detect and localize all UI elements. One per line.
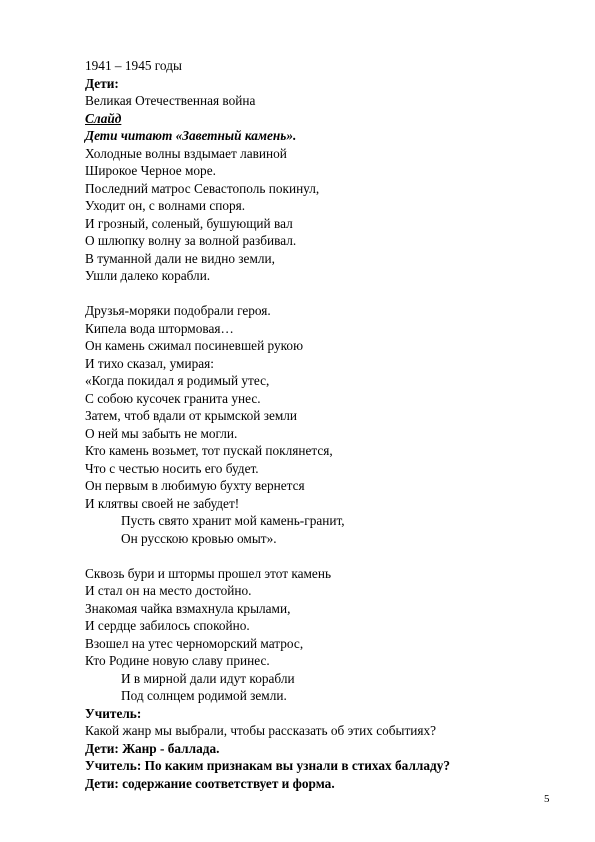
page-number: 5 [544, 793, 550, 805]
teacher-question: Учитель: По каким признакам вы узнали в стихах балладу? [85, 758, 451, 773]
poem-line-indented: Он русскою кровью омыт». [121, 530, 277, 546]
poem-line: Он камень сжимал посиневшей рукою [85, 338, 304, 353]
stanza-break [85, 547, 565, 565]
poem-line: Знакомая чайка взмахнула крылами, [85, 600, 291, 616]
poem-line: И клятвы своей не забудет! [85, 495, 240, 511]
children-answer: Дети: Жанр - баллада. [85, 740, 220, 756]
poem-line: Кипела вода штормовая… [85, 320, 234, 336]
stage-direction: Дети читают «Заветный камень». [85, 128, 297, 143]
poem-line: В туманной дали не видно земли, [85, 250, 275, 266]
poem-line: И тихо сказал, умирая: [85, 355, 214, 371]
poem-line: И сердце забилось спокойно. [85, 618, 250, 633]
poem-line-indented: Под солнцем родимой земли. [121, 688, 287, 703]
poem-line: Затем, чтоб вдали от крымской земли [85, 408, 298, 423]
teacher-question: Какой жанр мы выбрали, чтобы рассказать об этих событиях? [85, 723, 437, 738]
poem-line: Сквозь бури и штормы прошел этот камень [85, 565, 332, 581]
poem-line: «Когда покидал я родимый утес, [85, 373, 270, 388]
poem-line: Холодные волны вздымает лавиной [85, 145, 287, 161]
children-answer: Дети: содержание соответствует и форма. [85, 775, 335, 791]
text-line: Великая Отечественная война [85, 93, 256, 108]
poem-line: Что с честью носить его будет. [85, 460, 259, 476]
poem-line: Кто камень возьмет, тот пускай поклянется, [85, 443, 333, 458]
poem-line: Друзья-моряки подобрали героя. [85, 303, 271, 318]
speaker-teacher-label: Учитель: [85, 705, 142, 721]
speaker-children-label: Дети: [85, 75, 119, 91]
poem-line: Широкое Черное море. [85, 163, 216, 178]
poem-line: И стал он на место достойно. [85, 583, 252, 598]
poem-line: С собою кусочек гранита унес. [85, 390, 261, 406]
slide-marker: Слайд [85, 110, 122, 126]
poem-line: Взошел на утес черноморский матрос, [85, 635, 304, 651]
poem-line: О ней мы забыть не могли. [85, 425, 238, 441]
poem-line: Последний матрос Севастополь покинул, [85, 180, 320, 196]
poem-line-indented: Пусть свято хранит мой камень-гранит, [121, 513, 345, 528]
stanza-break [85, 285, 565, 303]
poem-line: И грозный, соленый, бушующий вал [85, 215, 293, 231]
poem-line: Ушли далеко корабли. [85, 268, 211, 283]
poem-line-indented: И в мирной дали идут корабли [121, 670, 295, 686]
years-heading: 1941 – 1945 годы [85, 58, 182, 73]
poem-line: Уходит он, с волнами споря. [85, 198, 246, 213]
poem-line: О шлюпку волну за волной разбивал. [85, 233, 297, 248]
poem-line: Кто Родине новую славу принес. [85, 653, 270, 668]
poem-line: Он первым в любимую бухту вернется [85, 478, 305, 493]
page-content [85, 57, 565, 792]
